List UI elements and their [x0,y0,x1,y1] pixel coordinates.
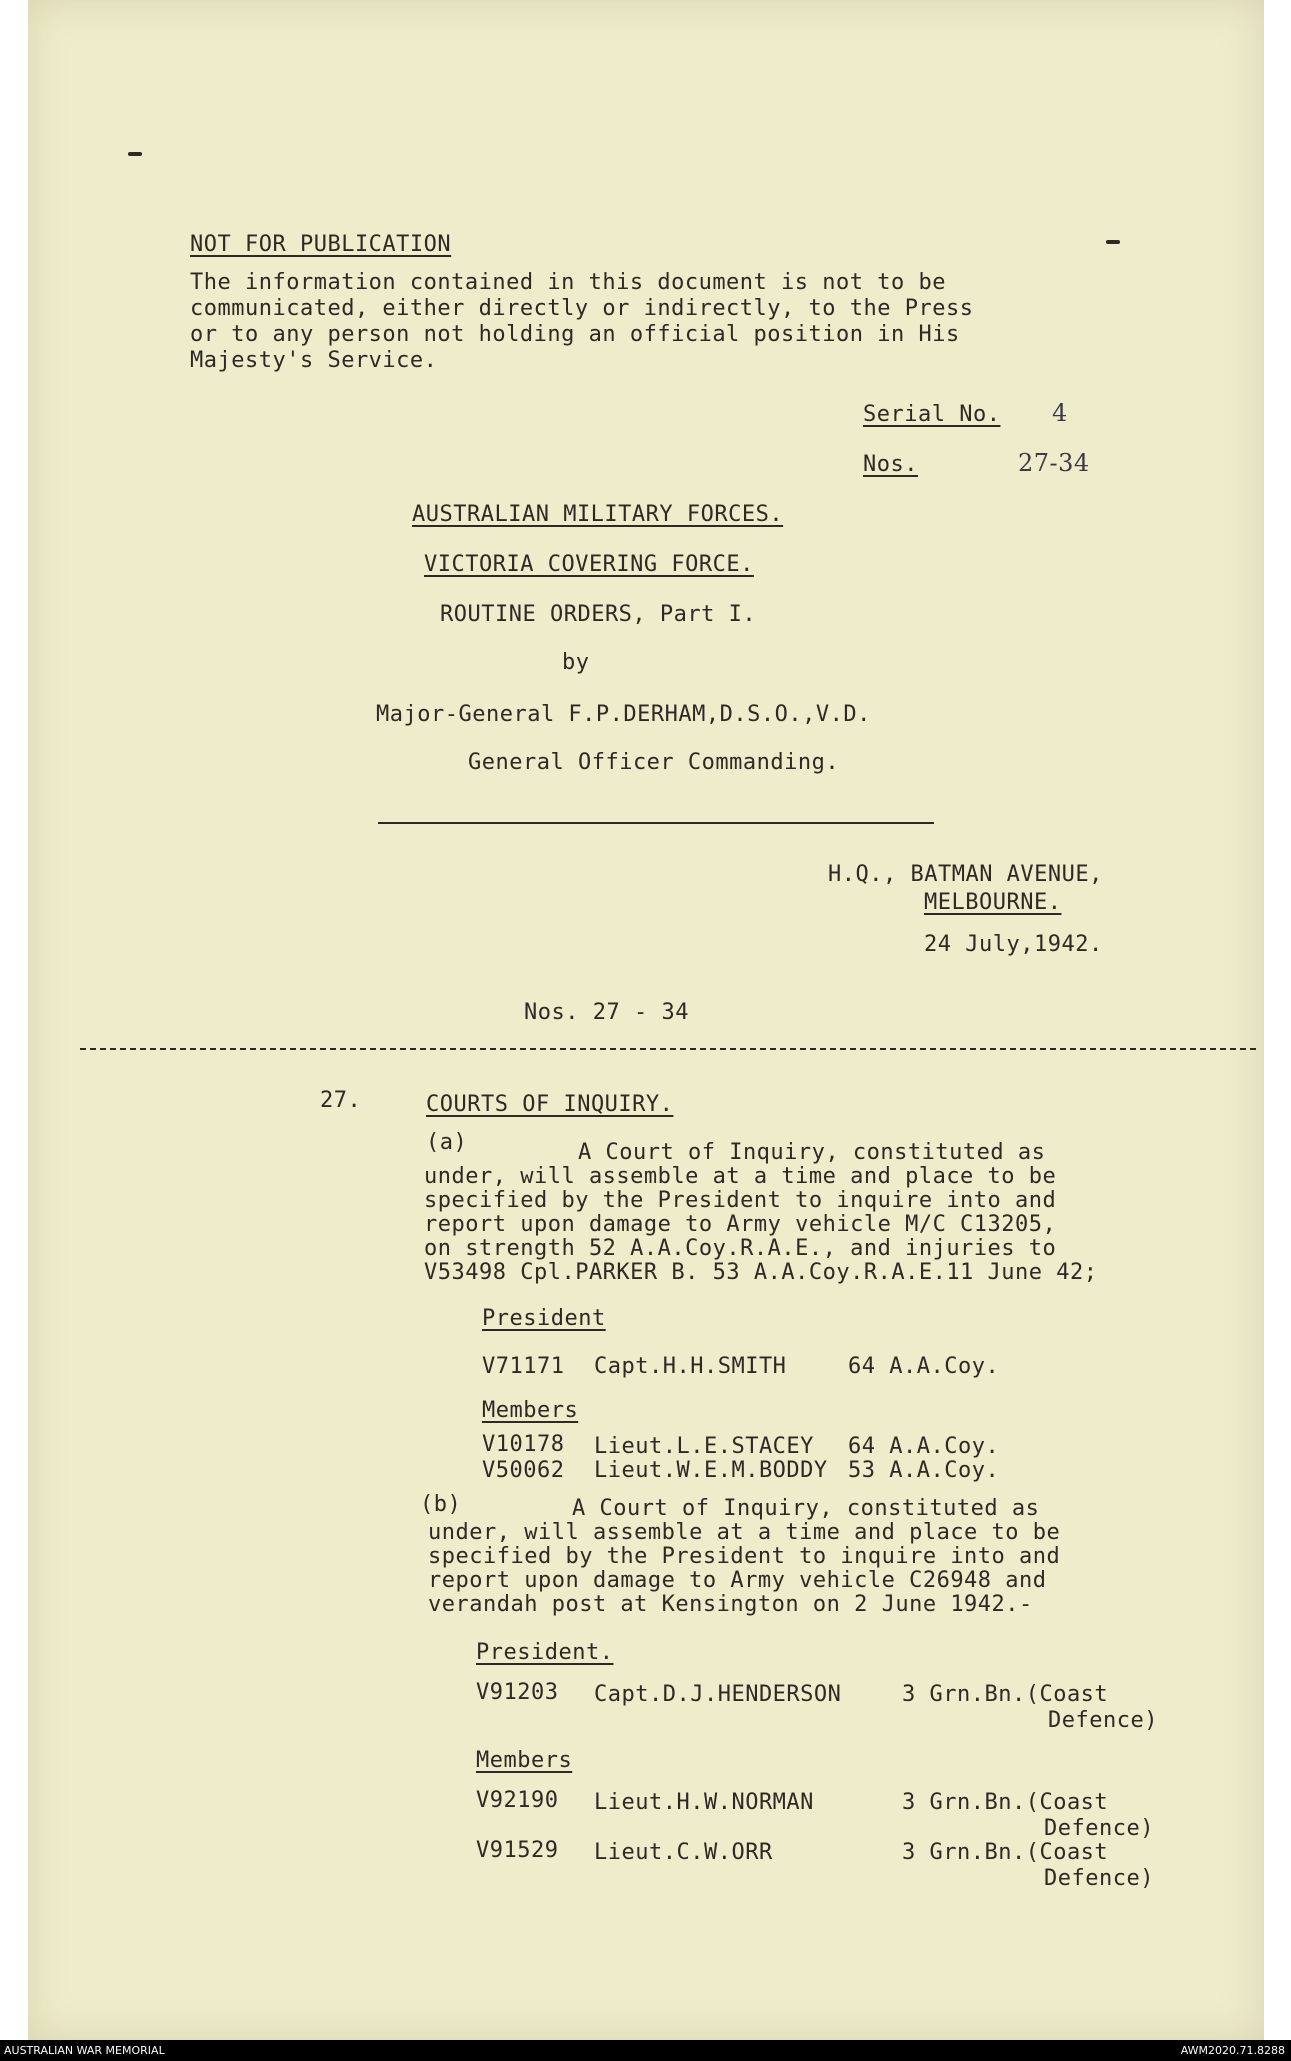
footer-accession: AWM2020.71.8288 [1180,2044,1285,2057]
officer-name: Lieut.C.W.ORR [594,1840,773,1865]
officer-name: Lieut.L.E.STACEY [594,1434,814,1459]
para-line: specified by the President to inquire into and [424,1188,1057,1213]
service-number: V91529 [476,1838,559,1863]
officer-name: Lieut.W.E.M.BODDY [594,1458,828,1483]
notice-line: The information contained in this document is not to be [190,270,946,295]
nos-value: 27-34 [1018,449,1090,477]
address-line: H.Q., BATMAN AVENUE, [828,862,1103,887]
address-city: MELBOURNE. [924,890,1062,915]
officer-name: Lieut.H.W.NORMAN [594,1790,814,1815]
service-number: V91203 [476,1680,559,1705]
heading-by: by [562,650,590,675]
officer-unit-cont: Defence) [1044,1866,1154,1891]
heading-routine-orders: ROUTINE ORDERS, Part I. [440,602,757,627]
members-label: Members [476,1748,573,1773]
officer-unit: 3 Grn.Bn.(Coast [902,1840,1109,1865]
heading-title: General Officer Commanding. [468,750,840,775]
officer-unit: 64 A.A.Coy. [848,1434,1000,1459]
para-line: under, will assemble at a time and place to be [428,1520,1061,1545]
heading-rule [378,822,934,824]
officer-name: Capt.D.J.HENDERSON [594,1682,842,1707]
heading-force: VICTORIA COVERING FORCE. [424,552,754,577]
president-label: President. [476,1640,614,1665]
officer-unit: 3 Grn.Bn.(Coast [902,1682,1109,1707]
order-date: 24 July,1942. [924,932,1103,957]
para-line: specified by the President to inquire into and [428,1544,1061,1569]
serial-label: Serial No. [863,402,1001,427]
heading-commander: Major-General F.P.DERHAM,D.S.O.,V.D. [376,702,871,727]
notice-line: or to any person not holding an official position in His [190,322,960,347]
officer-unit-cont: Defence) [1044,1816,1154,1841]
staple-mark [1106,240,1120,244]
para-label: (a) [426,1130,468,1155]
officer-unit: 64 A.A.Coy. [848,1354,1000,1379]
order-title: COURTS OF INQUIRY. [426,1092,674,1117]
officer-name: Capt.H.H.SMITH [594,1354,787,1379]
para-line: verandah post at Kensington on 2 June 1942.- [428,1592,1033,1617]
notice-line: communicated, either directly or indirectly, to the Press [190,296,974,321]
para-line: V53498 Cpl.PARKER B. 53 A.A.Coy.R.A.E.11 June 42; [424,1260,1098,1285]
document-page [28,0,1264,2040]
notice-title: NOT FOR PUBLICATION [190,232,452,257]
order-number: 27. [320,1088,362,1113]
president-label: President [482,1306,606,1331]
para-line: report upon damage to Army vehicle C26948 and [428,1568,1047,1593]
notice-line: Majesty's Service. [190,348,438,373]
archive-footer [0,2040,1291,2061]
para-line: A Court of Inquiry, constituted as [572,1496,1040,1521]
para-line: A Court of Inquiry, constituted as [578,1140,1046,1165]
serial-value: 4 [1052,399,1068,427]
para-line: under, will assemble at a time and place to be [424,1164,1057,1189]
service-number: V10178 [482,1432,565,1457]
service-number: V71171 [482,1354,565,1379]
officer-unit: 3 Grn.Bn.(Coast [902,1790,1109,1815]
footer-source: AUSTRALIAN WAR MEMORIAL [4,2044,165,2057]
para-label: (b) [420,1492,462,1517]
officer-unit-cont: Defence) [1048,1708,1158,1733]
section-rule [80,1048,1256,1050]
members-label: Members [482,1398,579,1423]
para-line: on strength 52 A.A.Coy.R.A.E., and injuries to [424,1236,1057,1261]
nos-label: Nos. [863,452,918,477]
para-line: report upon damage to Army vehicle M/C C13205, [424,1212,1057,1237]
nos-range: Nos. 27 - 34 [524,1000,689,1025]
heading-forces: AUSTRALIAN MILITARY FORCES. [412,502,784,527]
service-number: V50062 [482,1458,565,1483]
staple-mark [128,152,142,156]
officer-unit: 53 A.A.Coy. [848,1458,1000,1483]
service-number: V92190 [476,1788,559,1813]
